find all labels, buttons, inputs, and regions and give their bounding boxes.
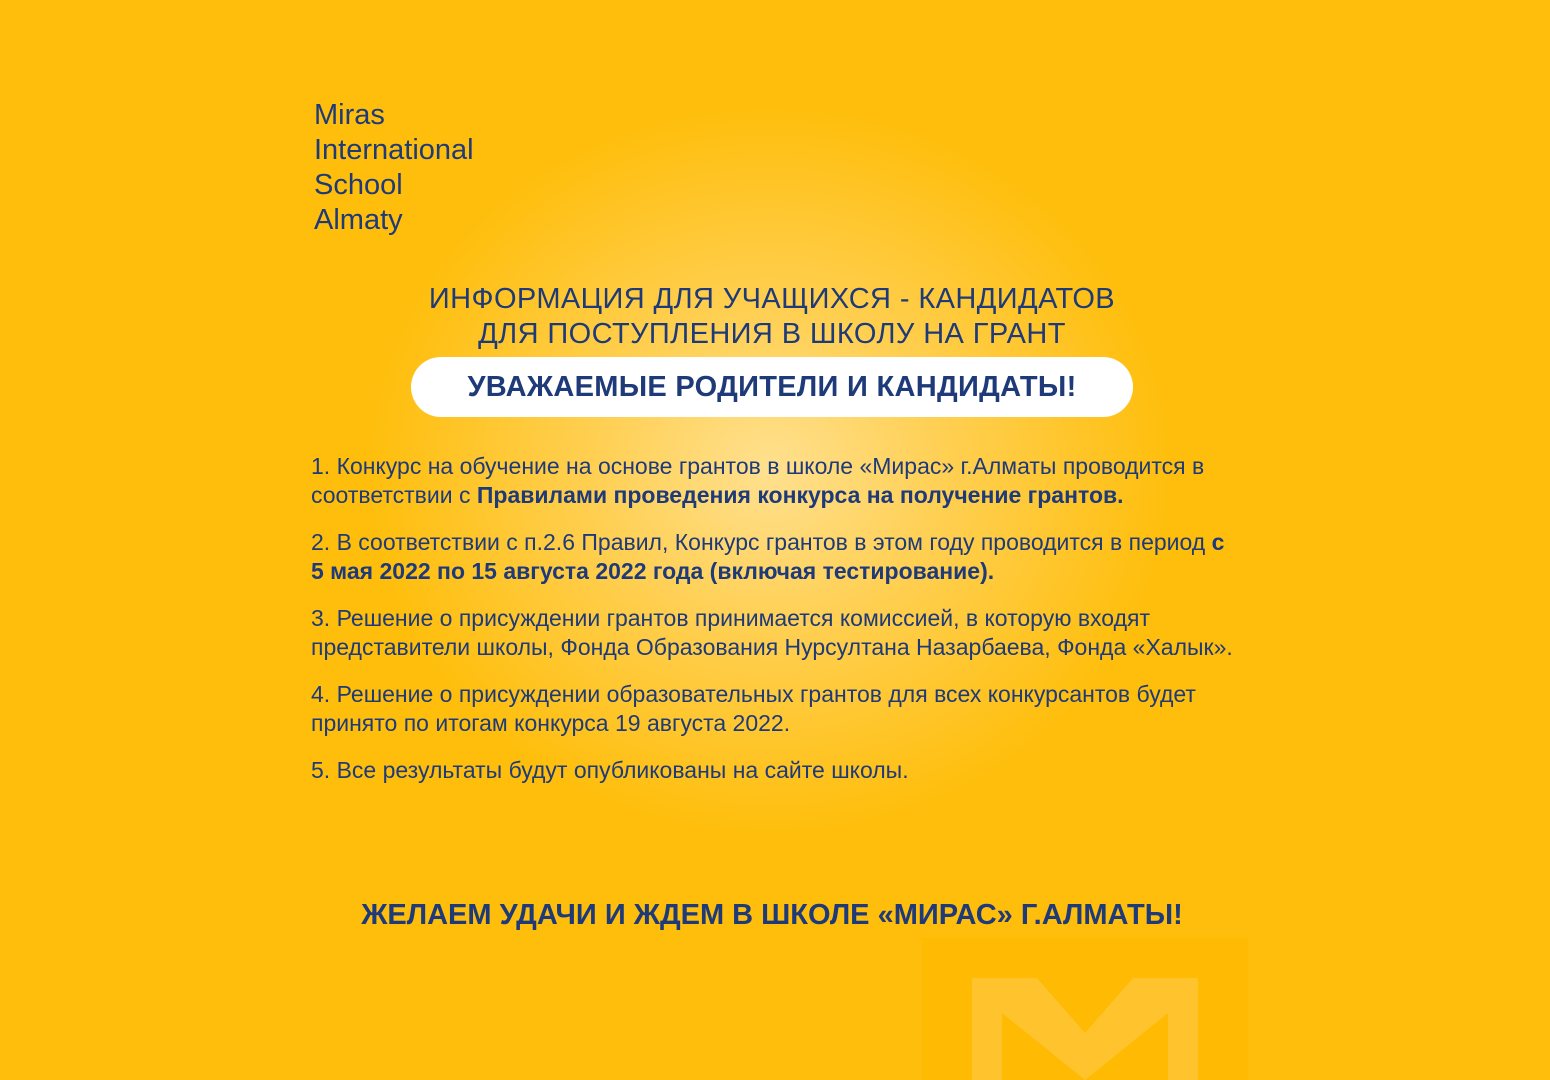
info-list — [311, 452, 1241, 803]
logo-line-1: Miras — [314, 99, 385, 131]
logo-line-2: International — [314, 134, 474, 166]
list-item — [311, 452, 1241, 510]
list-item — [311, 680, 1241, 738]
logo-line-4: Almaty — [314, 204, 403, 236]
greeting-text: УВАЖАЕМЫЕ РОДИТЕЛИ И КАНДИДАТЫ! — [467, 370, 1077, 403]
list-item-text: 5. Все результаты будут опубликованы на сайте школы. — [311, 757, 909, 783]
list-item-bold-text: с 5 мая 2022 по 15 августа 2022 года (включая тестирование). — [311, 529, 1225, 584]
miras-logo-icon — [922, 938, 1248, 1080]
list-item-text: 3. Решение о присуждении грантов принимается комиссией, в которую входят представители школы, Фонда Образования Нурсултана Назарбаева, Фонда «Халык». — [311, 605, 1233, 660]
greeting-badge — [411, 357, 1133, 417]
list-item-bold-text: Правилами проведения конкурса на получение грантов. — [476, 482, 1124, 508]
list-item — [311, 604, 1241, 662]
title-line-2: ДЛЯ ПОСТУПЛЕНИЯ В ШКОЛУ НА ГРАНТ — [478, 318, 1066, 350]
miras-logo-icon-shape — [922, 938, 1248, 1080]
school-logo-text — [314, 98, 474, 238]
title-line-1: ИНФОРМАЦИЯ ДЛЯ УЧАЩИХСЯ - КАНДИДАТОВ — [428, 283, 1116, 315]
closing-message: ЖЕЛАЕМ УДАЧИ И ЖДЕМ В ШКОЛЕ «МИРАС» Г.АЛМАТЫ! — [361, 899, 1183, 931]
page-title — [300, 282, 1244, 352]
logo-line-3: School — [314, 169, 403, 201]
list-item — [311, 756, 1241, 785]
list-item-text: 2. В соответствии с п.2.6 Правил, Конкурс грантов в этом году проводится в период — [311, 529, 1212, 555]
list-item-text: 1. Конкурс на обучение на основе грантов в школе «Мирас» г.Алматы проводится в соответствии с — [311, 453, 1205, 508]
list-item-text: 4. Решение о присуждении образовательных грантов для всех конкурсантов будет принято по итогам конкурса 19 августа 2022. — [311, 681, 1196, 736]
list-item — [311, 528, 1241, 586]
